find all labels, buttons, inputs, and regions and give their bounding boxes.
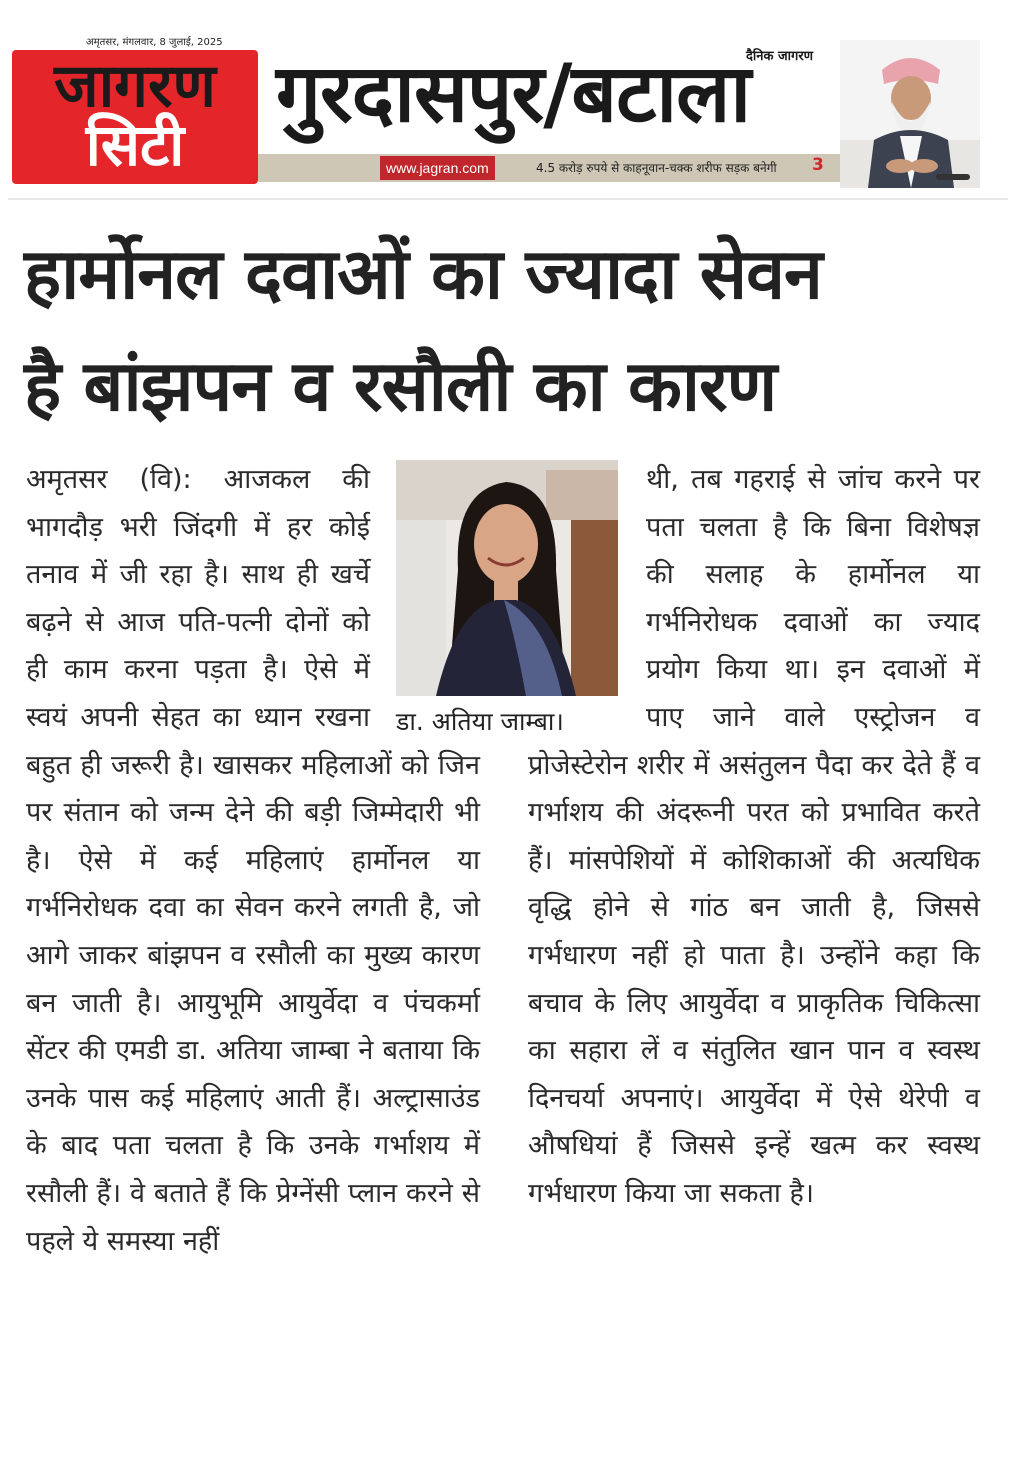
brand-name: दैनिक जागरण (746, 49, 814, 64)
divider (8, 198, 1008, 200)
website-link[interactable]: www.jagran.com (380, 156, 495, 180)
logo-word-city: सिटी (85, 111, 185, 179)
photo-caption: डा. अतिया जाम्बा। (396, 707, 564, 736)
jagran-city-logo (12, 50, 258, 184)
photo-wrap-spacer (528, 456, 640, 726)
teaser-page-number: 3 (812, 155, 824, 175)
headline-line-1: हार्मोनल दवाओं का ज्यादा सेवन (24, 233, 822, 315)
page-teaser: 4.5 करोड़ रुपये से काहनूवान-चक्क शरीफ सड़क बनेगी (536, 161, 777, 175)
right-column-text: थी, तब गहराई से जांच करने पर पता चलता है कि बिना विशेषज्ञ की सलाह के हार्मोनल या गर्भनिरोधक दवाओं का ज्याद प्रयोग किया था। इन दवाओं में पाए जाने वाले एस्ट्रोजन व प्रोजेस्टेरोन शरीर में असंतुलन पैदा कर देते हैं व गर्भाशय की अंदरूनी परत को प्रभावित करते हैं। मांसपेशियों में कोशिकाओं की अत्यधिक वृद्धि होने से गांठ बन जाती है, जिससे गर्भधारण नहीं हो पाता है। उन्होंने कहा कि बचाव के लिए आयुर्वेदा व प्राकृतिक चिकित्सा का सहारा लें व संतुलित खान पान व स्वस्थ दिनचर्या अपनाएं। आयुर्वेदा में ऐसे थेरेपी व औषधियां हैं जिससे इन्हें खत्म कर स्वस्थ गर्भधारण किया जा सकता है। (528, 464, 980, 1209)
left-column-text: अमृतसर (वि): आजकल की भागदौड़ भरी जिंदगी में हर कोई तनाव में जी रहा है। साथ ही खर्चे बढ़ने से आज पति-पत्नी दोनों को ही काम करना पड़ता है। ऐसे में स्वयं अपनी सेहत का ध्यान रखना बहुत ही जरूरी है। खासकर महिलाओं को जिन पर संतान को जन्म देने की बड़ी जिम्मेदारी भी है। ऐसे में कई महिलाएं हार्मोनल या गर्भनिरोधक दवा का सेवन करने लगती है, जो आगे जाकर बांझपन व रसौली का मुख्य कारण बन जाती है। आयुभूमि आयुर्वेदा व पंचकर्मा सेंटर की एमडी डा. अतिया जाम्बा ने बताया कि उनके पास कई महिलाएं आती हैं। अल्ट्रासाउंड के बाद पता चलता है कि उनके गर्भाशय में रसौली हैं। वे बताते हैं कि प्रेग्नेंसी प्लान करने से पहले ये समस्या नहीं (26, 464, 480, 1257)
masthead-person-photo (840, 40, 980, 188)
article-column-left (26, 456, 480, 1265)
dateline: अमृतसर, मंगलवार, 8 जुलाई, 2025 (86, 37, 223, 48)
headline-line-2: है बांझपन व रसौली का कारण (24, 345, 777, 427)
photo-wrap-spacer (376, 456, 480, 726)
article-column-right (528, 456, 980, 1218)
logo-word-jagran: जागरण (54, 51, 216, 121)
article-headline (24, 218, 984, 442)
edition-title: गुरदासपुर/बटाला (276, 47, 751, 140)
masthead (8, 28, 1008, 196)
